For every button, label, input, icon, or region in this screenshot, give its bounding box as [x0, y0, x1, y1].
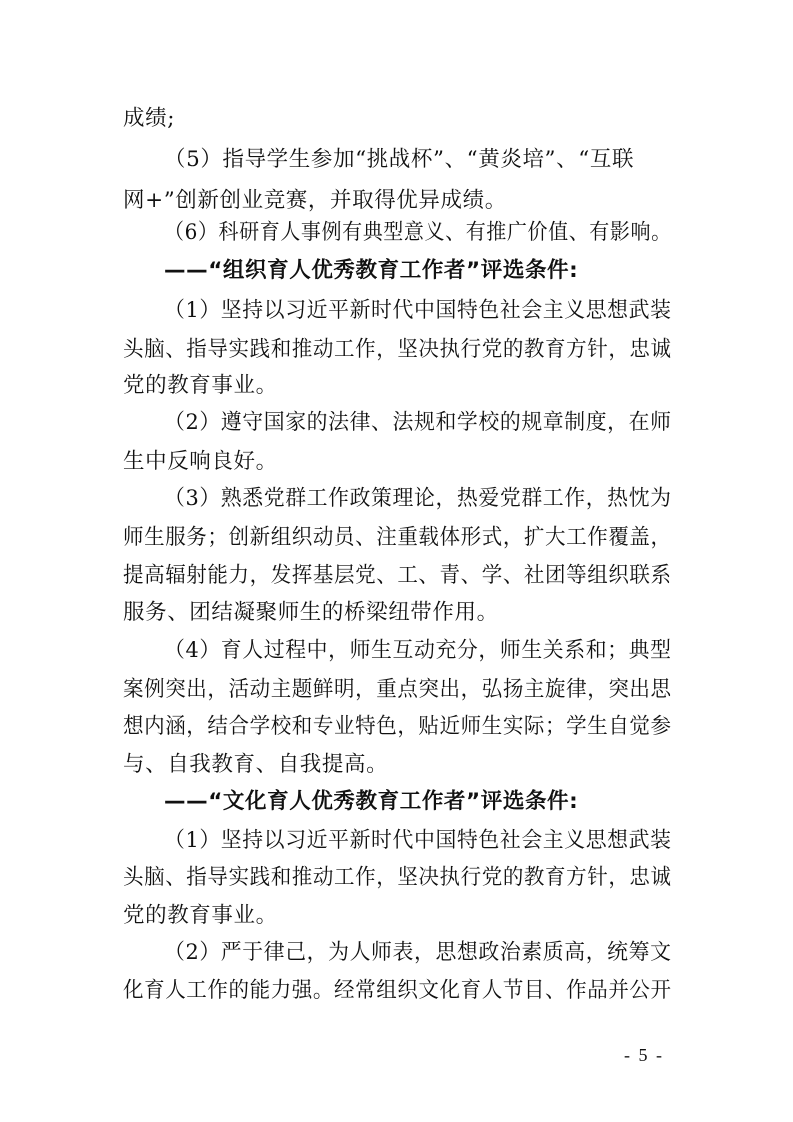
- text-line: 提高辐射能力，发挥基层党、工、青、学、社团等组织联系: [123, 563, 672, 588]
- text-line: （1）坚持以习近平新时代中国特色社会主义思想武装: [164, 828, 672, 853]
- text-line: （5）指导学生参加“挑战杯”、“黄炎培”、“互联: [164, 147, 635, 172]
- text-line: （6）科研育人事例有典型意义、有推广价值、有影响。: [164, 220, 672, 245]
- section-heading: ——“文化育人优秀教育工作者”评选条件:: [164, 789, 579, 814]
- text-line: （4）育人过程中，师生互动充分，师生关系和；典型: [164, 638, 672, 663]
- text-line: （2）严于律己，为人师表，思想政治素质高，统筹文: [164, 940, 672, 965]
- text-line: 党的教育事业。: [123, 903, 278, 928]
- text-line: （1）坚持以习近平新时代中国特色社会主义思想武装: [164, 298, 672, 323]
- text-line: （3）熟悉党群工作政策理论，热爱党群工作，热忱为: [164, 486, 672, 511]
- text-line: 头脑、指导实践和推动工作，坚决执行党的教育方针，忠诚: [123, 337, 672, 362]
- text-line: 与、自我教育、自我提高。: [123, 752, 389, 777]
- text-line: 师生服务；创新组织动员、注重载体形式，扩大工作覆盖，: [123, 525, 672, 550]
- text-line: 服务、团结凝聚师生的桥梁纽带作用。: [123, 600, 499, 625]
- text-line: 网+”创新创业竞赛，并取得优异成绩。: [123, 188, 507, 213]
- text-line: 成绩;: [123, 106, 176, 131]
- page-number: - 5 -: [624, 1045, 664, 1065]
- text-line: 想内涵，结合学校和专业特色，贴近师生实际；学生自觉参: [123, 714, 672, 739]
- text-line: 生中反响良好。: [123, 449, 278, 474]
- text-line: 化育人工作的能力强。经常组织文化育人节目、作品并公开: [123, 978, 672, 1003]
- text-line: 党的教育事业。: [123, 373, 278, 398]
- text-line: （2）遵守国家的法律、法规和学校的规章制度，在师: [164, 410, 672, 435]
- section-heading: ——“组织育人优秀教育工作者”评选条件:: [164, 258, 579, 283]
- text-line: 案例突出，活动主题鲜明，重点突出，弘扬主旋律，突出思: [123, 677, 672, 702]
- text-line: 头脑、指导实践和推动工作，坚决执行党的教育方针，忠诚: [123, 865, 672, 890]
